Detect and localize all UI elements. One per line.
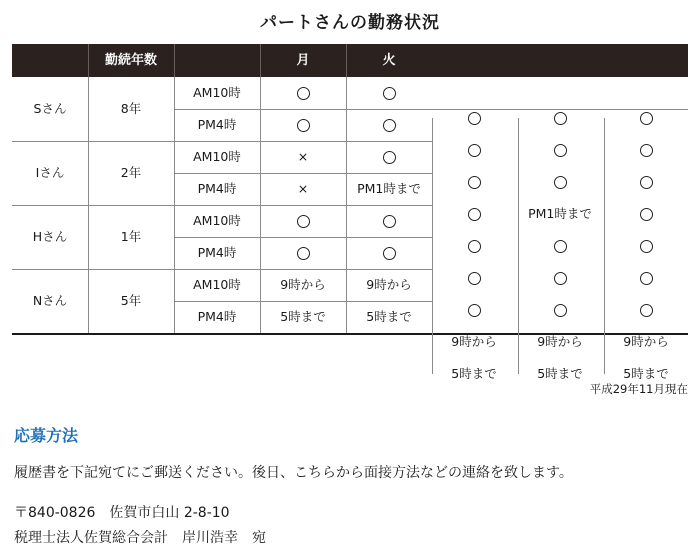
schedule-cell [518, 138, 602, 162]
shift-pm-label: PM4時 [197, 309, 237, 324]
schedule-cell: 9時から [623, 334, 669, 349]
column-divider [260, 77, 261, 333]
schedule-cell: 9時から [537, 334, 583, 349]
circle-mark [468, 144, 481, 157]
header-years: 勤続年数 [104, 53, 157, 68]
column-divider [346, 77, 347, 333]
schedule-cell [432, 234, 516, 258]
employee-name: Nさん [32, 293, 68, 308]
schedule-cell [346, 141, 432, 173]
schedule-cell [604, 266, 688, 290]
schedule-cell [604, 298, 688, 322]
schedule-cell: 9時から [451, 334, 497, 349]
circle-mark [468, 272, 481, 285]
row-divider [174, 173, 432, 174]
column-divider [518, 118, 519, 374]
schedule-cell: × [297, 149, 309, 164]
circle-mark [554, 304, 567, 317]
apply-heading: 応募方法 [14, 426, 79, 445]
circle-mark [554, 272, 567, 285]
shift-am-label: AM10時 [193, 85, 241, 100]
schedule-cell [260, 205, 346, 237]
shift-pm-label: PM4時 [197, 117, 237, 132]
column-divider [88, 77, 89, 333]
schedule-cell: 5時まで [366, 309, 412, 324]
circle-mark [297, 247, 310, 260]
circle-mark [383, 215, 396, 228]
circle-mark [554, 176, 567, 189]
schedule-cell [432, 106, 516, 130]
shift-am-label: AM10時 [193, 213, 241, 228]
circle-mark [468, 240, 481, 253]
schedule-cell: PM1時まで [357, 181, 421, 196]
row-divider [174, 301, 432, 302]
years-of-service: 8年 [120, 101, 142, 116]
circle-mark [640, 144, 653, 157]
circle-mark [640, 208, 653, 221]
header-divider [88, 44, 89, 77]
page-title: パートさんの勤務状況 [260, 13, 440, 33]
schedule-cell: 5時まで [537, 366, 583, 381]
shift-am-label: AM10時 [193, 149, 241, 164]
column-divider [174, 77, 175, 333]
circle-mark [640, 240, 653, 253]
employee-name: Hさん [32, 229, 68, 244]
schedule-cell [432, 202, 516, 226]
circle-mark [383, 247, 396, 260]
circle-mark [297, 215, 310, 228]
schedule-cell [432, 266, 516, 290]
years-of-service: 5年 [120, 293, 142, 308]
column-divider [432, 118, 433, 374]
recipient: 税理士法人佐賀総合会計 岸川浩幸 宛 [14, 530, 266, 546]
schedule-cell [518, 170, 602, 194]
circle-mark [640, 304, 653, 317]
apply-instructions: 履歴書を下記宛てにご郵送ください。後日、こちらから面接方法などの連絡を致します。 [14, 465, 573, 481]
employee-name: Sさん [33, 101, 67, 116]
schedule-cell: 5時まで [623, 366, 669, 381]
header-divider [260, 44, 261, 77]
circle-mark [383, 119, 396, 132]
row-divider [174, 237, 432, 238]
schedule-cell [346, 205, 432, 237]
schedule-cell [432, 170, 516, 194]
schedule-cell: 9時から [280, 277, 326, 292]
schedule-cell: 5時まで [280, 309, 326, 324]
shift-pm-label: PM4時 [197, 181, 237, 196]
circle-mark [640, 112, 653, 125]
schedule-cell [518, 106, 602, 130]
schedule-cell: PM1時まで [528, 206, 592, 221]
schedule-cell: 5時まで [451, 366, 497, 381]
circle-mark [468, 112, 481, 125]
schedule-cell [518, 298, 602, 322]
shift-am-label: AM10時 [193, 277, 241, 292]
schedule-cell [346, 237, 432, 269]
schedule-cell [604, 234, 688, 258]
row-divider [174, 109, 432, 110]
schedule-cell [260, 77, 346, 109]
schedule-cell: × [297, 181, 309, 196]
circle-mark [554, 240, 567, 253]
employee-name: Iさん [35, 165, 65, 180]
schedule-cell [260, 237, 346, 269]
header-tuesday: 火 [382, 53, 396, 68]
circle-mark [297, 119, 310, 132]
schedule-cell [604, 138, 688, 162]
schedule-cell [432, 298, 516, 322]
circle-mark [554, 144, 567, 157]
circle-mark [640, 272, 653, 285]
schedule-cell [346, 77, 432, 109]
circle-mark [383, 151, 396, 164]
column-divider [604, 118, 605, 374]
schedule-cell [432, 138, 516, 162]
header-divider [346, 44, 347, 77]
circle-mark [468, 176, 481, 189]
years-of-service: 2年 [120, 165, 142, 180]
circle-mark [297, 87, 310, 100]
schedule-cell [518, 266, 602, 290]
header-monday: 月 [296, 53, 310, 68]
date-note: 平成29年11月現在 [589, 382, 688, 396]
schedule-cell [346, 109, 432, 141]
schedule-cell [518, 234, 602, 258]
schedule-cell [604, 106, 688, 130]
circle-mark [554, 112, 567, 125]
schedule-cell: 9時から [366, 277, 412, 292]
schedule-cell [260, 109, 346, 141]
schedule-cell [604, 170, 688, 194]
schedule-cell [604, 202, 688, 226]
postal-address: 〒840-0826 佐賀市白山 2-8-10 [14, 505, 230, 521]
header-divider [174, 44, 175, 77]
circle-mark [468, 208, 481, 221]
circle-mark [468, 304, 481, 317]
circle-mark [383, 87, 396, 100]
shift-pm-label: PM4時 [197, 245, 237, 260]
circle-mark [640, 176, 653, 189]
years-of-service: 1年 [120, 229, 142, 244]
